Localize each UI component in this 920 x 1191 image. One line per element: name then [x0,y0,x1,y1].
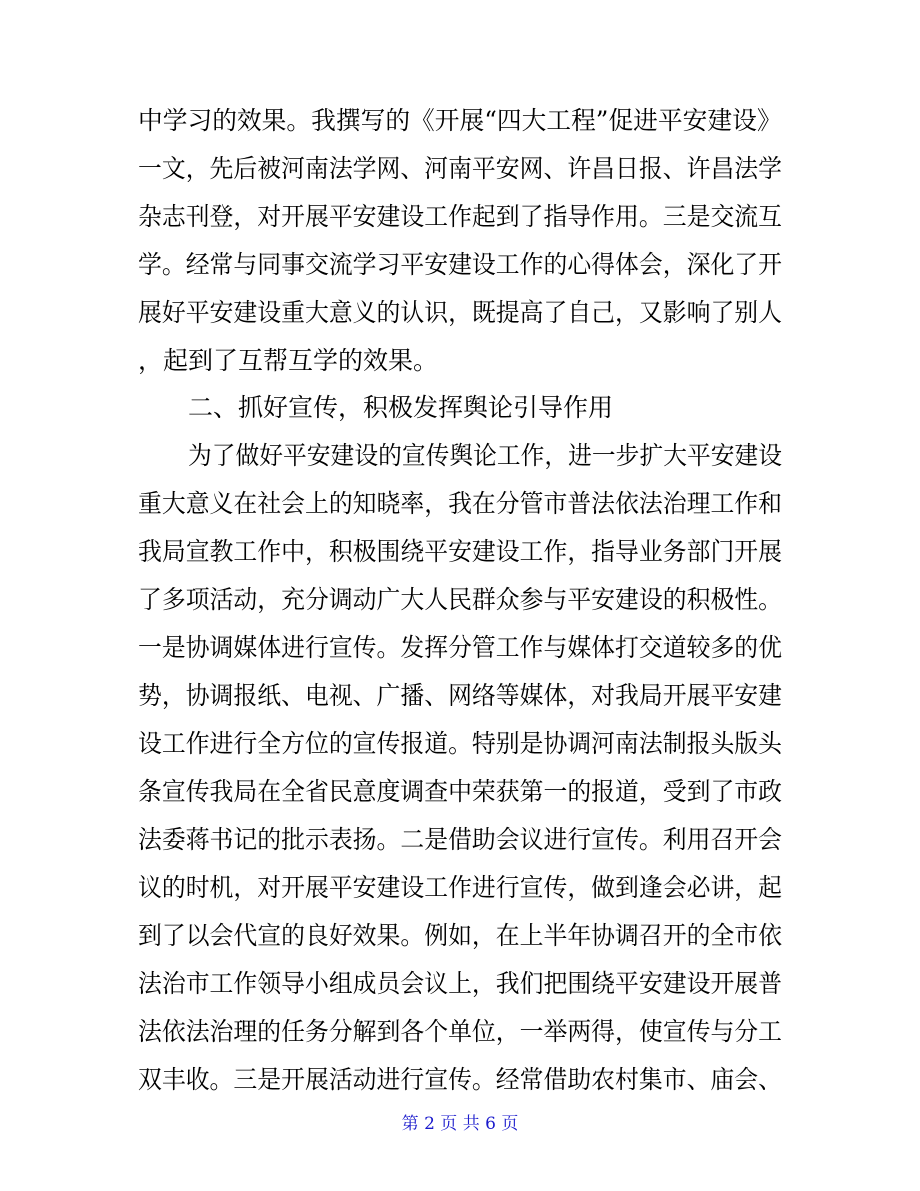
text-line: 为了做好平安建设的宣传舆论工作，进一步扩大平安建设 [188,441,783,470]
text-line: 势，协调报纸、电视、广播、网络等媒体，对我局开展平安建 [138,681,783,710]
text-line: 学。经常与同事交流学习平安建设工作的心得体会，深化了开 [138,250,783,279]
text-line: ，起到了互帮互学的效果。 [138,346,439,375]
section-heading: 二、抓好宣传，积极发挥舆论引导作用 [188,393,614,422]
text-line: 杂志刊登，对开展平安建设工作起到了指导作用。三是交流互 [138,202,783,231]
text-line: 我局宣教工作中，积极围绕平安建设工作，指导业务部门开展 [138,537,783,566]
page-footer: 第 2 页 共 6 页 [401,1114,519,1134]
text-line: 重大意义在社会上的知晓率，我在分管市普法依法治理工作和 [138,489,783,518]
text-line: 到了以会代宣的良好效果。例如，在上半年协调召开的全市依 [138,921,783,950]
text-line: 双丰收。三是开展活动进行宣传。经常借助农村集市、庙会、 [138,1065,783,1094]
text-line: 法委蒋书记的批示表扬。二是借助会议进行宣传。利用召开会 [138,825,783,854]
text-line: 展好平安建设重大意义的认识，既提高了自己，又影响了别人 [138,298,783,327]
text-line: 设工作进行全方位的宣传报道。特别是协调河南法制报头版头 [138,729,783,758]
text-line: 议的时机，对开展平安建设工作进行宣传，做到逢会必讲，起 [138,873,783,902]
text-line: 条宣传我局在全省民意度调查中荣获第一的报道，受到了市政 [138,777,783,806]
text-line: 一是协调媒体进行宣传。发挥分管工作与媒体打交道较多的优 [138,633,783,662]
text-line: 一文，先后被河南法学网、河南平安网、许昌日报、许昌法学 [138,154,783,183]
text-line: 法治市工作领导小组成员会议上，我们把围绕平安建设开展普 [138,969,783,998]
text-line: 法依法治理的任务分解到各个单位，一举两得，使宣传与分工 [138,1017,783,1046]
text-line: 了多项活动，充分调动广大人民群众参与平安建设的积极性。 [138,585,783,614]
text-line: 中学习的效果。我撰写的《开展“四大工程”促进平安建设》 [138,106,782,135]
